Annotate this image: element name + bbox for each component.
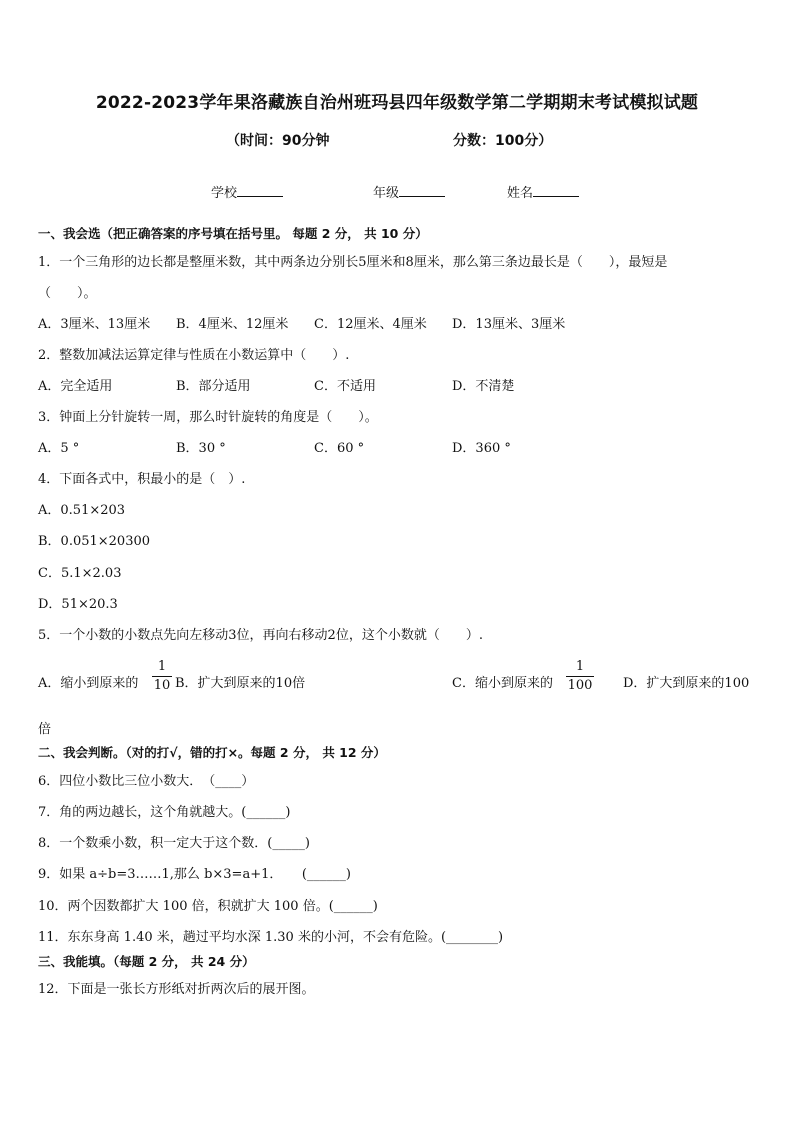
q4-option-d: D．51×20.3 <box>38 597 118 612</box>
q1-option-b: B．4厘米、12厘米 <box>176 317 289 332</box>
q5-text: 5．一个小数的小数点先向左移动3位，再向右移动2位，这个小数就（ ）. <box>38 628 483 643</box>
q11-text: 11．东东身高 1.40 米，趟过平均水深 1.30 米的小河，不会有危险。(________) <box>38 930 504 945</box>
q2-option-c: C．不适用 <box>314 379 376 394</box>
grade-blank[interactable] <box>399 184 445 197</box>
q3-text: 3．钟面上分针旋转一周，那么时针旋转的角度是（ ）。 <box>38 410 378 425</box>
q5-option-c-fraction <box>566 659 594 694</box>
q4-text: 4．下面各式中，积最小的是（ ）. <box>38 472 246 487</box>
section1-heading: 一、我会选（把正确答案的序号填在括号里。 每题 2 分， 共 10 分） <box>38 226 428 241</box>
q1-option-c: C．12厘米、4厘米 <box>314 317 427 332</box>
fraction-denominator: 100 <box>567 678 593 693</box>
q1-text-line2: （ ）。 <box>38 286 97 301</box>
q2-option-d: D．不清楚 <box>452 379 515 394</box>
q12-text: 12．下面是一张长方形纸对折两次后的展开图。 <box>38 982 315 997</box>
q4-option-b: B．0.051×20300 <box>38 534 151 549</box>
q10-text: 10．两个因数都扩大 100 倍，积就扩大 100 倍。(______) <box>38 899 378 914</box>
exam-score: 分数：100分） <box>453 133 553 149</box>
q5-option-b: B．扩大到原来的10倍 <box>175 676 306 691</box>
q5-option-a: A．缩小到原来的 <box>38 676 139 691</box>
q9-text: 9．如果 a÷b=3……1,那么 b×3=a+1． (______) <box>38 867 352 882</box>
q3-option-d: D．360 ° <box>452 441 511 456</box>
q7-text: 7．角的两边越长，这个角就越大。(______) <box>38 805 291 820</box>
q2-option-b: B．部分适用 <box>176 379 251 394</box>
grade-label: 年级 <box>373 186 400 201</box>
q3-option-b: B．30 ° <box>176 441 226 456</box>
exam-title: 2022-2023学年果洛藏族自治州班玛县四年级数学第二学期期末考试模拟试题 <box>95 93 699 113</box>
section2-heading: 二、我会判断。（对的打√，错的打×。每题 2 分， 共 12 分） <box>38 745 386 760</box>
q5-option-a-fraction <box>152 659 172 694</box>
q4-option-c: C．5.1×2.03 <box>38 566 122 581</box>
school-blank[interactable] <box>237 184 283 197</box>
q2-option-a: A．完全适用 <box>38 379 113 394</box>
q5-option-d-tail: 倍 <box>38 722 52 737</box>
name-field <box>507 182 579 201</box>
q3-option-a: A．5 ° <box>38 441 80 456</box>
fraction-numerator: 1 <box>575 659 585 674</box>
school-field <box>211 182 283 201</box>
grade-field <box>373 182 445 201</box>
q6-text: 6．四位小数比三位小数大． （____） <box>38 774 255 789</box>
fraction-bar <box>566 676 594 677</box>
q1-text-line1: 1．一个三角形的边长都是整厘米数，其中两条边分别长5厘米和8厘米，那么第三条边最长是（ ），最短是 <box>38 255 668 270</box>
name-label: 姓名 <box>507 186 534 201</box>
school-label: 学校 <box>211 186 238 201</box>
q1-option-a: A．3厘米、13厘米 <box>38 317 151 332</box>
q8-text: 8．一个数乘小数，积一定大于这个数．(_____) <box>38 836 310 851</box>
q5-option-c: C．缩小到原来的 <box>452 676 553 691</box>
fraction-numerator: 1 <box>157 659 167 674</box>
fraction-denominator: 10 <box>153 678 171 693</box>
fraction-bar <box>152 676 172 677</box>
q2-text: 2．整数加减法运算定律与性质在小数运算中（ ）. <box>38 348 350 363</box>
exam-time: （时间：90分钟 <box>226 133 330 149</box>
q4-option-a: A．0.51×203 <box>38 503 126 518</box>
name-blank[interactable] <box>533 184 579 197</box>
section3-heading: 三、我能填。（每题 2 分， 共 24 分） <box>38 954 255 969</box>
q1-option-d: D．13厘米、3厘米 <box>452 317 566 332</box>
q5-option-d: D．扩大到原来的100 <box>623 676 750 691</box>
q3-option-c: C．60 ° <box>314 441 365 456</box>
